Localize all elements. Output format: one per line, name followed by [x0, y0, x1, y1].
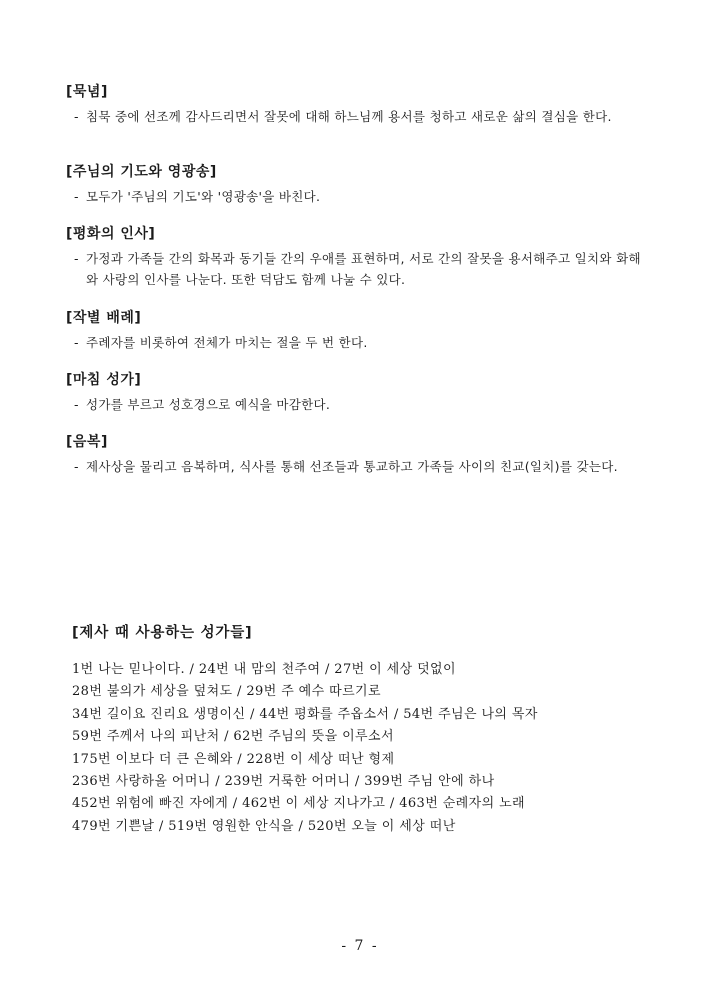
section-body	[66, 332, 646, 353]
section-silent-prayer	[66, 82, 646, 127]
hymn-line: 34번 길이요 진리요 생명이신 / 44번 평화를 주옵소서 / 54번 주님은 나의 목자	[72, 706, 538, 722]
hymn-line: 452번 위험에 빠진 자에게 / 462번 이 세상 지나가고 / 463번 순례자의 노래	[72, 796, 525, 812]
hymn-line: 28번 불의가 세상을 덮쳐도 / 29번 주 예수 따르기로	[72, 684, 381, 700]
bullet-dash: -	[74, 251, 79, 266]
bullet-dash: -	[74, 335, 79, 350]
section-text: 주례자를 비롯하여 전체가 마치는 절을 두 번 한다.	[86, 335, 368, 350]
bullet-dash: -	[74, 109, 79, 124]
section-text: 침묵 중에 선조께 감사드리면서 잘못에 대해 하느님께 용서를 청하고 새로운 삶의 결심을 한다.	[86, 109, 612, 124]
hymn-line: 59번 주께서 나의 피난처 / 62번 주님의 뜻을 이루소서	[72, 729, 394, 745]
section-closing-hymn	[66, 370, 646, 415]
hymns-heading: [제사 때 사용하는 성가들]	[72, 625, 253, 641]
bullet-dash: -	[74, 459, 79, 474]
hymn-line: 1번 나는 믿나이다. / 24번 내 맘의 천주여 / 27번 이 세상 덧없이	[72, 662, 456, 677]
section-text: 성가를 부르고 성호경으로 예식을 마감한다.	[86, 397, 331, 412]
section-lords-prayer	[66, 162, 646, 207]
page-number: - 7 -	[341, 938, 379, 954]
section-title: [작별 배례]	[66, 310, 142, 326]
hymn-line: 479번 기쁜날 / 519번 영원한 안식을 / 520번 오늘 이 세상 떠난	[72, 818, 456, 834]
section-title: [음복]	[66, 434, 108, 450]
hymns-list	[72, 659, 672, 838]
section-title: [마침 성가]	[66, 372, 142, 388]
bullet-dash: -	[74, 397, 79, 412]
section-peace-greeting	[66, 224, 646, 290]
section-body	[66, 106, 646, 127]
section-body	[66, 456, 646, 477]
section-title: [주님의 기도와 영광송]	[66, 164, 217, 180]
section-body	[66, 186, 646, 207]
section-eumbok	[66, 432, 646, 477]
section-text: 모두가 '주님의 기도'와 '영광송'을 바친다.	[86, 189, 321, 204]
section-text: 가정과 가족들 간의 화목과 동기들 간의 우애를 표현하며, 서로 간의 잘못을 용서해주고 일치와 화해와 사랑의 인사를 나눈다. 또한 덕담도 함께 나눌 수 있다.	[86, 251, 641, 287]
section-body	[66, 394, 646, 415]
section-body	[66, 248, 646, 290]
section-farewell-bow	[66, 308, 646, 353]
bullet-dash: -	[74, 189, 79, 204]
section-text: 제사상을 물리고 음복하며, 식사를 통해 선조들과 통교하고 가족들 사이의 친교(일치)를 갖는다.	[86, 459, 618, 474]
hymn-line: 236번 사랑하올 어머니 / 239번 거룩한 어머니 / 399번 주님 안에 하나	[72, 774, 495, 790]
section-title: [묵념]	[66, 84, 108, 100]
section-title: [평화의 인사]	[66, 226, 156, 242]
hymn-line: 175번 이보다 더 큰 은혜와 / 228번 이 세상 떠난 형제	[72, 751, 395, 767]
